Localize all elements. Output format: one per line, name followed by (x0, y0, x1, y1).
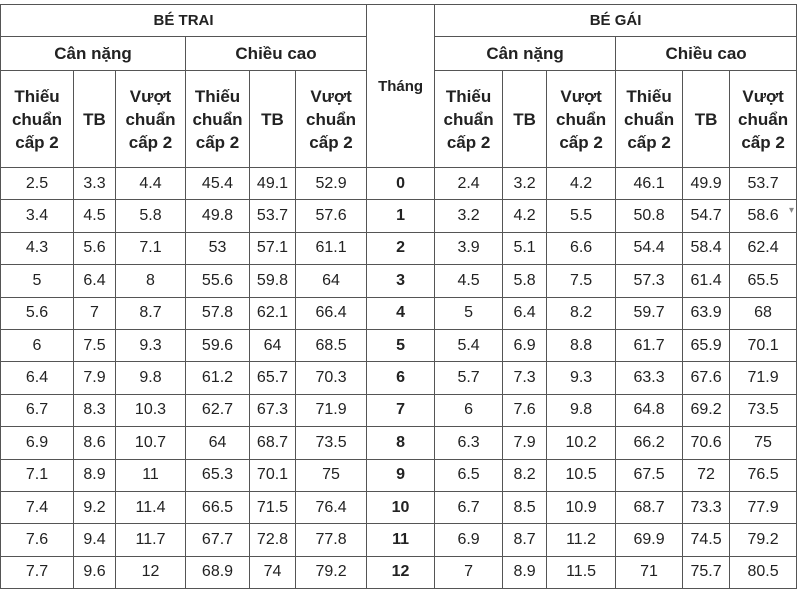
table-cell: 76.5 (730, 459, 797, 491)
table-cell: 5.8 (503, 265, 547, 297)
table-cell: 45.4 (186, 168, 250, 200)
table-cell: 61.7 (616, 329, 683, 361)
table-cell: 6 (1, 329, 74, 361)
table-cell: 67.3 (250, 394, 296, 426)
table-cell: 68.7 (616, 491, 683, 523)
table-cell: 5.5 (547, 200, 616, 232)
table-cell: 8.2 (503, 459, 547, 491)
table-cell: 68.7 (250, 427, 296, 459)
table-cell: 71 (616, 556, 683, 588)
table-cell: 67.5 (616, 459, 683, 491)
table-cell: 67.7 (186, 524, 250, 556)
table-cell: 5.7 (435, 362, 503, 394)
table-cell: 8.7 (116, 297, 186, 329)
table-cell: 4.5 (74, 200, 116, 232)
month-cell: 8 (367, 427, 435, 459)
table-cell: 7.1 (1, 459, 74, 491)
table-cell: 69.2 (683, 394, 730, 426)
table-cell: 66.5 (186, 491, 250, 523)
girls-height-high-header (730, 71, 797, 168)
table-cell: 70.1 (730, 329, 797, 361)
table-cell: 2.4 (435, 168, 503, 200)
table-cell: 6.7 (1, 394, 74, 426)
table-cell: 5.6 (74, 232, 116, 264)
table-cell: 8 (116, 265, 186, 297)
table-cell: 64 (250, 329, 296, 361)
girls-weight-high-header (547, 71, 616, 168)
table-cell: 12 (116, 556, 186, 588)
table-cell: 74.5 (683, 524, 730, 556)
table-cell: 63.9 (683, 297, 730, 329)
header-line: Vượt (560, 86, 602, 106)
table-cell: 5.1 (503, 232, 547, 264)
table-cell: 11.5 (547, 556, 616, 588)
table-cell: 62.4 (730, 232, 797, 264)
table-cell: 67.6 (683, 362, 730, 394)
month-cell: 5 (367, 329, 435, 361)
boys-height-avg-header: TB (250, 71, 296, 168)
table-cell: 7.7 (1, 556, 74, 588)
table-cell: 10.7 (116, 427, 186, 459)
header-line: cấp 2 (741, 132, 785, 152)
table-cell: 65.3 (186, 459, 250, 491)
table-row (1, 394, 797, 426)
table-cell: 68 (730, 297, 797, 329)
table-cell: 52.9 (296, 168, 367, 200)
header-line: cấp 2 (15, 132, 59, 152)
table-cell: 69.9 (616, 524, 683, 556)
table-cell: 50.8 (616, 200, 683, 232)
table-cell: 11.7 (116, 524, 186, 556)
table-cell: 64 (186, 427, 250, 459)
table-cell: 8.8 (547, 329, 616, 361)
table-cell: 3.9 (435, 232, 503, 264)
header-line: chuẩn (192, 109, 243, 129)
month-cell: 3 (367, 265, 435, 297)
table-cell: 4.2 (547, 168, 616, 200)
table-cell: 59.8 (250, 265, 296, 297)
month-cell: 2 (367, 232, 435, 264)
table-row (1, 524, 797, 556)
table-cell: 61.2 (186, 362, 250, 394)
table-cell: 4.5 (435, 265, 503, 297)
header-line: Vượt (742, 86, 784, 106)
table-cell: 71.5 (250, 491, 296, 523)
table-row (1, 168, 797, 200)
table-cell: 64.8 (616, 394, 683, 426)
table-cell: 65.7 (250, 362, 296, 394)
table-cell: 6.7 (435, 491, 503, 523)
table-cell: 8.7 (503, 524, 547, 556)
table-cell: 7.6 (503, 394, 547, 426)
table-cell: 4.4 (116, 168, 186, 200)
table-cell: 5.6 (1, 297, 74, 329)
table-cell: 53.7 (730, 168, 797, 200)
header-line: cấp 2 (309, 132, 353, 152)
table-cell: 3.2 (503, 168, 547, 200)
table-row (1, 556, 797, 588)
table-cell: 68.5 (296, 329, 367, 361)
month-cell: 10 (367, 491, 435, 523)
header-line: cấp 2 (559, 132, 603, 152)
table-cell: 10.5 (547, 459, 616, 491)
boys-height-low-header (186, 71, 250, 168)
table-cell: 8.6 (74, 427, 116, 459)
table-cell: 9.6 (74, 556, 116, 588)
table-cell: 3.2 (435, 200, 503, 232)
table-cell: 57.1 (250, 232, 296, 264)
table-cell: 8.9 (74, 459, 116, 491)
table-cell: 64 (296, 265, 367, 297)
header-line: Vượt (129, 86, 172, 106)
month-cell: 1 (367, 200, 435, 232)
table-cell: 75 (296, 459, 367, 491)
table-cell: 9.3 (547, 362, 616, 394)
table-cell: 11.4 (116, 491, 186, 523)
table-cell: 79.2 (296, 556, 367, 588)
table-cell: 49.8 (186, 200, 250, 232)
table-cell: 10.9 (547, 491, 616, 523)
table-cell: 6.3 (435, 427, 503, 459)
table-row (1, 329, 797, 361)
header-line: Thiếu (626, 86, 672, 106)
table-cell: 7.5 (547, 265, 616, 297)
boys-weight-high-header (116, 71, 186, 168)
month-cell: 9 (367, 459, 435, 491)
month-cell: 11 (367, 524, 435, 556)
month-cell: 12 (367, 556, 435, 588)
table-cell: 61.4 (683, 265, 730, 297)
table-cell: 73.5 (296, 427, 367, 459)
table-cell: 75.7 (683, 556, 730, 588)
table-cell: 6 (435, 394, 503, 426)
table-cell: 7.9 (74, 362, 116, 394)
header-line: chuẩn (11, 109, 63, 129)
boys-weight-avg-header: TB (74, 71, 116, 168)
table-cell: 55.6 (186, 265, 250, 297)
table-cell: 8.2 (547, 297, 616, 329)
table-cell: 3.4 (1, 200, 74, 232)
table-cell: 6.9 (503, 329, 547, 361)
table-cell: 59.6 (186, 329, 250, 361)
table-cell: 54.4 (616, 232, 683, 264)
girls-header: BÉ GÁI (435, 5, 797, 37)
table-row (1, 232, 797, 264)
table-row (1, 459, 797, 491)
table-row (1, 427, 797, 459)
table-row (1, 265, 797, 297)
table-cell: 59.7 (616, 297, 683, 329)
month-header: Tháng (367, 5, 435, 168)
table-cell: 70.6 (683, 427, 730, 459)
boys-height-high-header (296, 71, 367, 168)
table-cell: 11 (116, 459, 186, 491)
month-cell: 4 (367, 297, 435, 329)
header-line: chuẩn (624, 109, 675, 129)
table-cell: 9.3 (116, 329, 186, 361)
table-cell: 7.6 (1, 524, 74, 556)
table-cell: 54.7 (683, 200, 730, 232)
resize-handle-icon: ▾ (788, 205, 794, 216)
table-row (1, 362, 797, 394)
header-line: Thiếu (445, 86, 492, 106)
header-line: chuẩn (125, 109, 176, 129)
table-cell: 61.1 (296, 232, 367, 264)
table-cell: 9.2 (74, 491, 116, 523)
table-row (1, 200, 797, 232)
table-cell: 4.2 (503, 200, 547, 232)
table-cell: 7.3 (503, 362, 547, 394)
girls-weight-avg-header: TB (503, 71, 547, 168)
table-cell: 77.9 (730, 491, 797, 523)
table-cell: 65.9 (683, 329, 730, 361)
table-cell: 49.9 (683, 168, 730, 200)
boys-header: BÉ TRAI (1, 5, 367, 37)
table-cell: 58.4 (683, 232, 730, 264)
month-cell: 7 (367, 394, 435, 426)
table-cell: 72 (683, 459, 730, 491)
table-cell: 7.9 (503, 427, 547, 459)
table-cell: 9.4 (74, 524, 116, 556)
table-cell: 11.2 (547, 524, 616, 556)
table-row (1, 491, 797, 523)
table-cell: 5.8 (116, 200, 186, 232)
growth-chart-table (0, 4, 797, 589)
header-line: cấp 2 (195, 132, 240, 152)
table-cell: 5 (1, 265, 74, 297)
table-cell: 6.9 (435, 524, 503, 556)
table-cell: 57.6 (296, 200, 367, 232)
month-cell: 6 (367, 362, 435, 394)
table-cell: 7 (74, 297, 116, 329)
header-line: cấp 2 (446, 132, 491, 152)
table-cell: 57.3 (616, 265, 683, 297)
table-cell: 68.9 (186, 556, 250, 588)
table-cell: 80.5 (730, 556, 797, 588)
table-cell: 53 (186, 232, 250, 264)
month-cell: 0 (367, 168, 435, 200)
table-cell: 73.5 (730, 394, 797, 426)
girls-height-header: Chiều cao (616, 37, 797, 71)
table-cell: 53.7 (250, 200, 296, 232)
table-cell: 9.8 (116, 362, 186, 394)
header-line: cấp 2 (128, 132, 173, 152)
table-cell: 57.8 (186, 297, 250, 329)
table-cell: 71.9 (296, 394, 367, 426)
header-line: cấp 2 (627, 132, 671, 152)
table-cell: 72.8 (250, 524, 296, 556)
table-cell: 79.2 (730, 524, 797, 556)
table-cell: 5 (435, 297, 503, 329)
header-line: Thiếu (14, 86, 60, 106)
header-line: chuẩn (738, 109, 789, 129)
boys-height-header: Chiều cao (186, 37, 367, 71)
girls-weight-header: Cân nặng (435, 37, 616, 71)
table-cell: 76.4 (296, 491, 367, 523)
table-cell: 6.4 (503, 297, 547, 329)
table-cell: 77.8 (296, 524, 367, 556)
table-cell: 8.3 (74, 394, 116, 426)
table-cell: 75 (730, 427, 797, 459)
table-cell: 3.3 (74, 168, 116, 200)
boys-weight-header: Cân nặng (1, 37, 186, 71)
table-cell: 70.3 (296, 362, 367, 394)
table-cell: 6.4 (74, 265, 116, 297)
table-cell: 58.6 (730, 200, 797, 232)
table-cell: 9.8 (547, 394, 616, 426)
girls-weight-low-header (435, 71, 503, 168)
table-cell: 7 (435, 556, 503, 588)
table-cell: 5.4 (435, 329, 503, 361)
girls-height-avg-header: TB (683, 71, 730, 168)
table-cell: 7.1 (116, 232, 186, 264)
header-line: Vượt (310, 86, 352, 106)
table-cell: 7.4 (1, 491, 74, 523)
table-cell: 6.5 (435, 459, 503, 491)
table-cell: 6.4 (1, 362, 74, 394)
table-cell: 70.1 (250, 459, 296, 491)
header-line: chuẩn (443, 109, 494, 129)
table-cell: 66.2 (616, 427, 683, 459)
table-cell: 66.4 (296, 297, 367, 329)
table-cell: 7.5 (74, 329, 116, 361)
table-cell: 10.2 (547, 427, 616, 459)
table-cell: 73.3 (683, 491, 730, 523)
table-cell: 62.1 (250, 297, 296, 329)
table-cell: 8.9 (503, 556, 547, 588)
table-cell: 71.9 (730, 362, 797, 394)
table-cell: 49.1 (250, 168, 296, 200)
header-line: chuẩn (556, 109, 607, 129)
table-cell: 4.3 (1, 232, 74, 264)
girls-height-low-header (616, 71, 683, 168)
table-cell: 2.5 (1, 168, 74, 200)
table-cell: 74 (250, 556, 296, 588)
header-line: Thiếu (194, 86, 241, 106)
table-cell: 6.9 (1, 427, 74, 459)
table-cell: 8.5 (503, 491, 547, 523)
table-row (1, 297, 797, 329)
table-cell: 10.3 (116, 394, 186, 426)
table-cell: 6.6 (547, 232, 616, 264)
boys-weight-low-header (1, 71, 74, 168)
table-cell: 63.3 (616, 362, 683, 394)
table-cell: 65.5 (730, 265, 797, 297)
header-line: chuẩn (306, 109, 357, 129)
table-cell: 46.1 (616, 168, 683, 200)
table-cell: 62.7 (186, 394, 250, 426)
